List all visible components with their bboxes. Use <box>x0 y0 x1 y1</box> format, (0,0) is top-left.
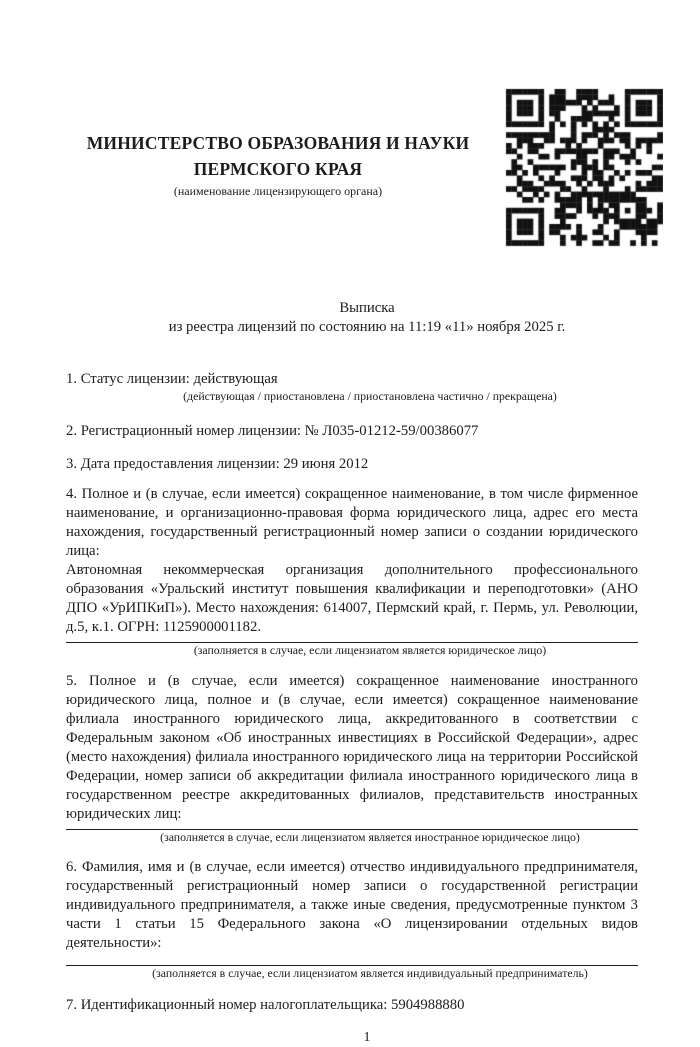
field-license-status: 1. Статус лицензии: действующая <box>66 371 278 387</box>
document-title: Выписка <box>339 300 395 316</box>
licensing-authority-header <box>66 0 490 199</box>
field-legal-entity-value: Автономная некоммерческая организация дополнительного профессионального образования «Уральский институт повышения квалификации и переподготовки» (АНО ДПО «УрИПКиП»). Место нахождения: 614007, Пермский край, г. Пермь, ул. Революции, д.5, к.1. ОГРН: 1125900001182. <box>66 562 638 635</box>
document-body <box>0 370 700 1015</box>
authority-name-caption: (наименование лицензирующего органа) <box>173 184 383 198</box>
field-individual-entrepreneur-label: 6. Фамилия, имя и (в случае, если имеется) отчество индивидуального предпринимателя, государственный регистрационный номер записи о государственной регистрации индивидуального предпринимателя, а также иные сведения, предусмотренные пунктом 3 части 1 статьи 15 Федерального закона «О лицензировании отдельных видов деятельности»: <box>66 859 638 951</box>
field-foreign-entity-caption: (заполняется в случае, если лицензиатом является иностранное юридическое лицо) <box>160 830 580 844</box>
document-title-block <box>0 299 700 337</box>
document-subtitle: из реестра лицензий по состоянию на 11:19 «11» ноября 2025 г. <box>168 319 566 335</box>
field-legal-entity-label: 4. Полное и (в случае, если имеется) сокращенное наименование, в том числе фирменное наименование, и организационно-правовая форма юридического лица, адрес его места нахождения, государственный регистрационный номер записи о создании юридического лица: <box>66 486 638 559</box>
section-legal-entity <box>66 485 638 658</box>
authority-name-line1: МИНИСТЕРСТВО ОБРАЗОВАНИЯ И НАУКИ <box>86 133 470 153</box>
field-grant-date: 3. Дата предоставления лицензии: 29 июня 2012 <box>66 456 369 472</box>
authority-name-line2: ПЕРМСКОГО КРАЯ <box>193 159 363 179</box>
page-number: 1 <box>363 1030 371 1045</box>
field-foreign-entity-label: 5. Полное и (в случае, если имеется) сокращенное наименование иностранного юридического лица, полное и (в случае, если имеется) сокращенное наименование филиала иностранного юридического лица, аккредитованного в соответствии с Федеральным законом «Об иностранных инвестициях в Российской Федерации», адрес (место нахождения) филиала иностранного юридического лица на территории Российской Федерации, номер записи об аккредитации филиала иностранного юридического лица в государственном реестре аккредитованных филиалов, представительств иностранных юридических лиц: <box>66 673 638 822</box>
section-foreign-entity <box>66 672 638 845</box>
field-taxpayer-number: 7. Идентификационный номер налогоплательщика: 5904988880 <box>66 997 465 1013</box>
section-individual-entrepreneur <box>66 858 638 981</box>
qr-code-icon <box>505 82 663 252</box>
field-individual-entrepreneur-caption: (заполняется в случае, если лицензиатом является индивидуальный предприниматель) <box>152 966 588 980</box>
field-legal-entity-caption: (заполняется в случае, если лицензиатом является юридическое лицо) <box>193 643 547 657</box>
field-registration-number: 2. Регистрационный номер лицензии: № Л035-01212-59/00386077 <box>66 423 479 439</box>
field-license-status-caption: (действующая / приостановлена / приостановлена частично / прекращена) <box>183 389 557 403</box>
